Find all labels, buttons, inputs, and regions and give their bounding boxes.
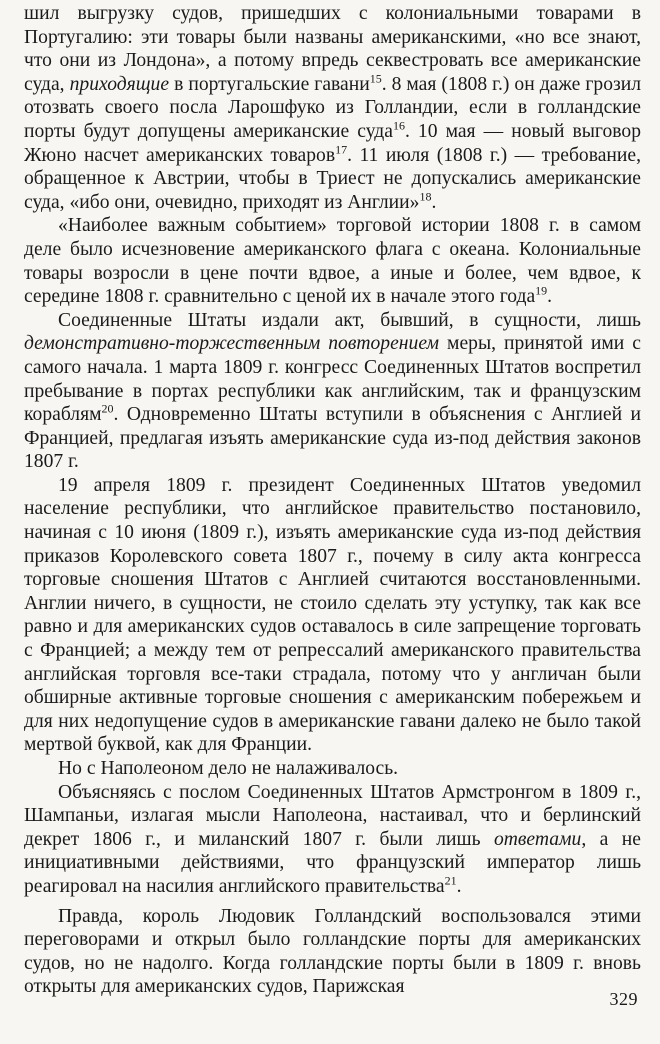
footnote-ref: 15 [369, 71, 382, 86]
text-run: Соединенные Штаты издали акт, бывший, в сущности, лишь [58, 309, 641, 331]
text-run: 19 апреля 1809 г. президент Соединенных Штатов уведомил население республики, что английское правительство постановило, начиная с 10 июня (1809 г.), изъять американские суда из-под действия приказов Королевского совета 1807 г., почему в силу акта конгресса торговые сношения Штатов с Англией считаются восстановленными. Англии ничего, в сущности, не стоило сделать эту уступку, так как все равно и для американских судов оставалось в силе запрещение торговать с Францией; а между тем от репрессалий американского правительства английская торговля все-таки страдала, потому что у англичан были обширные активные торговые сношения с американским побережьем и для них недопущение судов в американские гавани далеко не было такой мертвой буквой, как для Франции. [24, 474, 641, 756]
paragraph [24, 2, 641, 214]
footnote-ref: 17 [335, 142, 348, 157]
body-text [24, 2, 641, 999]
text-run: в португальские гавани [169, 73, 370, 95]
text-run: . 8 мая (1808 г.) он даже грозил отозвать своего посла Ларошфуко из Голландии, если в голландские порты будут допущены американские суда [24, 73, 642, 142]
emphasis-text: ответами [493, 828, 582, 850]
paragraph [24, 757, 641, 781]
paragraph [24, 309, 641, 474]
emphasis-text: демонстративно-торжественным повторением [24, 333, 440, 355]
text-run: . [547, 286, 553, 308]
text-run: Объясняясь с послом Соединенных Штатов Армстронгом в 1809 г., Шампаньи, излагая мысли Наполеона, настаивал, что и берлинский декрет 1806 г., и миланский 1807 г. были лишь [24, 781, 641, 850]
text-run: шил выгрузку судов, пришедших с колониальными товарами в Португалию: эти товары были названы американскими, «но все знают, что они из Лондона», а потому впредь секвестровать все американские суда, [24, 3, 641, 95]
text-run: , а не инициативными действиями, что французский император лишь реагировал на насилия английского правительства [24, 828, 641, 897]
text-run: . 11 июля (1808 г.) — требование, обращенное к Австрии, чтобы в Триест не допускались американские суда, «ибо они, очевидно, приходят из Англии» [24, 144, 641, 213]
paragraph [24, 905, 641, 999]
footnote-ref: 21 [444, 873, 457, 888]
text-run: «Наиболее важным событием» торговой истории 1808 г. в самом деле было исчезновение американского флага с океана. Колониальные товары возросли в цене почти вдвое, а иные и более, чем вдвое, к середине 1808 г. сравнительно с ценой их в начале этого года [24, 215, 641, 308]
page-number: 329 [609, 989, 638, 1009]
text-run: . [431, 191, 437, 213]
text-run: Но с Наполеоном дело не налаживалось. [58, 758, 399, 779]
text-run: . 10 мая — новый выговор Жюно насчет американских товаров [24, 120, 641, 166]
emphasis-text: приходящие [69, 73, 170, 95]
text-run: . [456, 875, 462, 897]
text-run: . Одновременно Штаты вступили в объяснения с Англией и Францией, предлагая изъять американские суда из-под действия законов 1807 г. [24, 404, 641, 473]
footnote-ref: 18 [419, 189, 432, 204]
footnote-ref: 20 [101, 401, 114, 416]
footnote-ref: 16 [392, 118, 405, 133]
paragraph [24, 474, 641, 757]
text-run: меры, принятой ими с самого начала. 1 марта 1809 г. конгресс Соединенных Штатов воспретил пребывание в портах республики как английским, так и французским кораблям [24, 333, 641, 426]
paragraph [24, 781, 641, 899]
footnote-ref: 19 [535, 283, 548, 298]
text-run: Правда, король Людовик Голландский воспользовался этими переговорами и открыл было голландские порты для американских судов, но не надолго. Когда голландские порты были в 1809 г. вновь открыты для американских судов, Парижская [24, 905, 641, 998]
paragraph [24, 214, 641, 308]
